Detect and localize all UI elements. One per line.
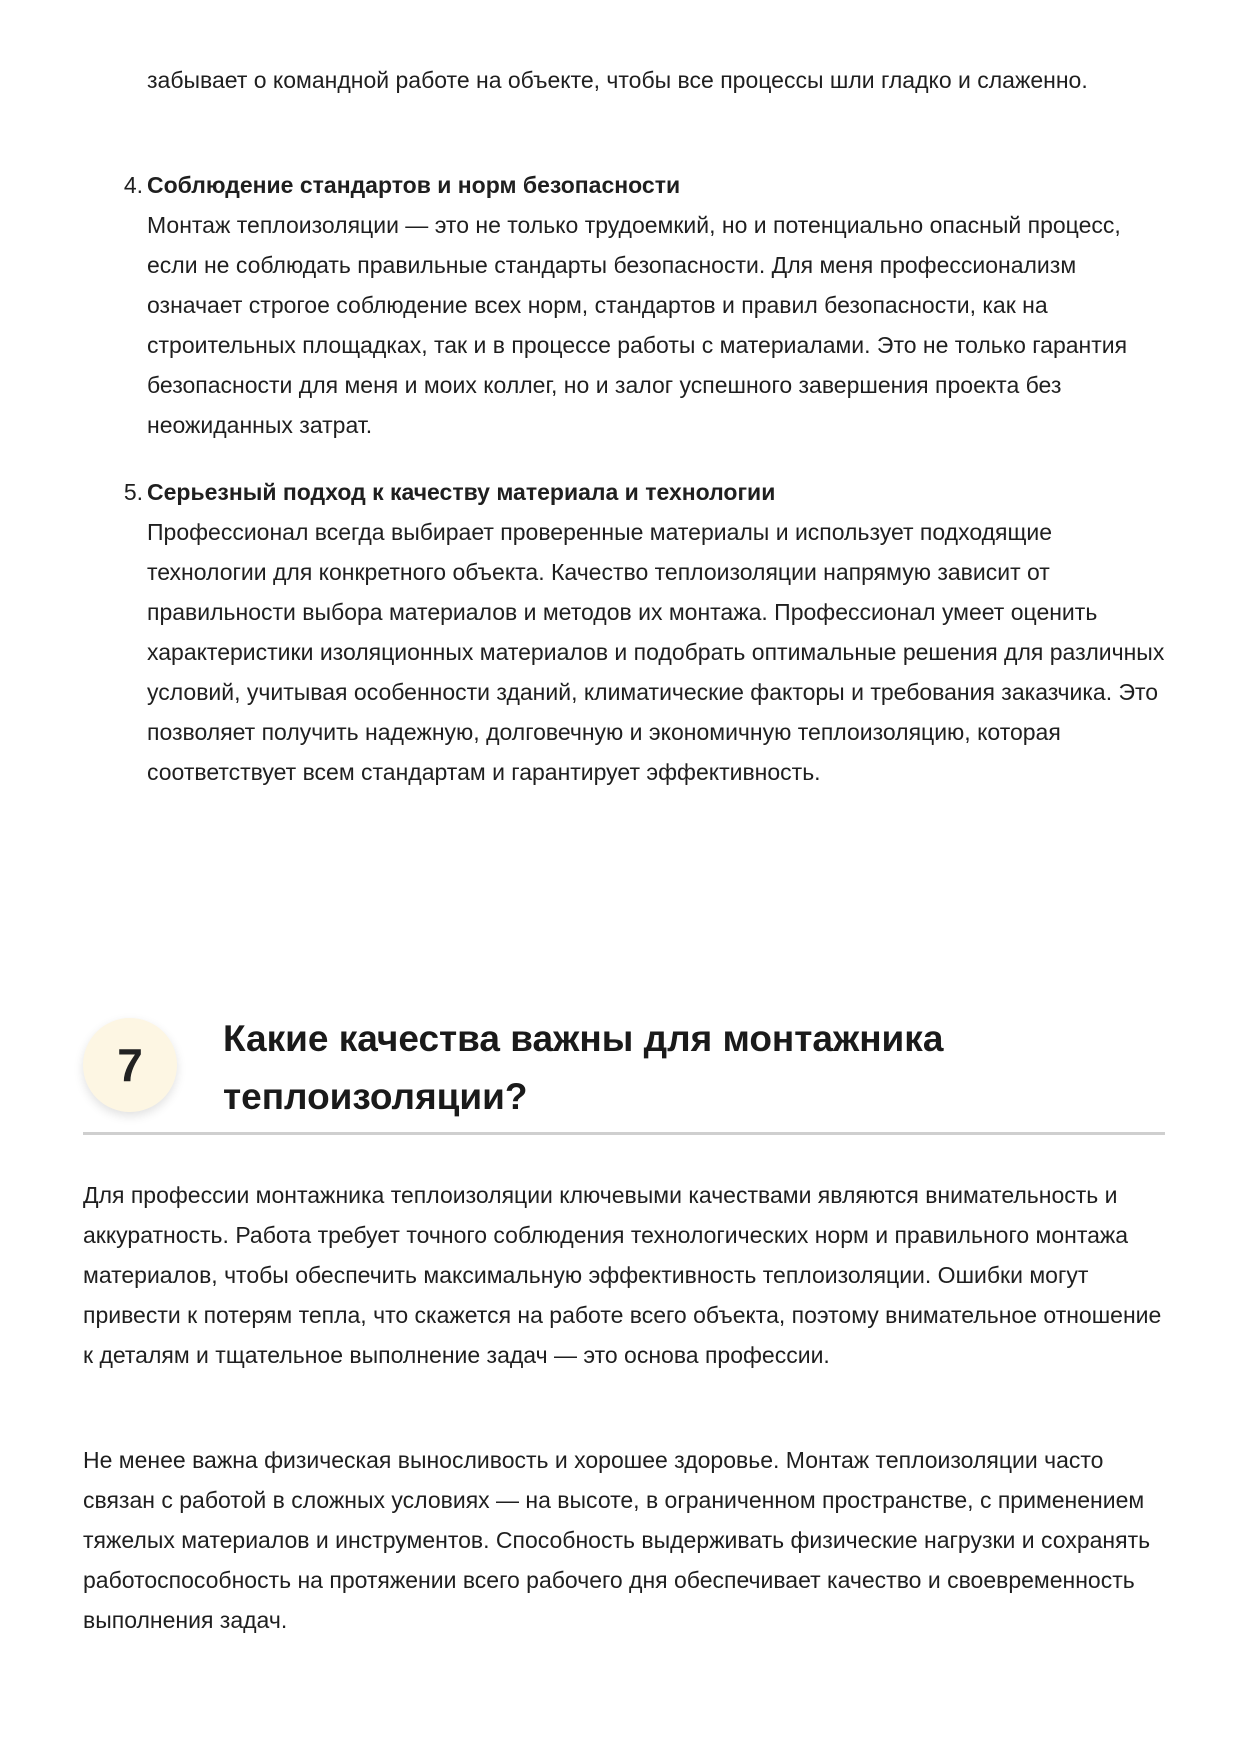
list-item-title: Соблюдение стандартов и норм безопасности	[147, 172, 681, 198]
section-heading: Какие качества важны для монтажника теплоизоляции?	[223, 1018, 944, 1117]
body-paragraph: Не менее важна физическая выносливость и хорошее здоровье. Монтаж теплоизоляции часто связан с работой в сложных условиях — на высоте, в ограниченном пространстве, с применением тяжелых материалов и инструментов. Способность выдерживать физические нагрузки и сохранять работоспособность на протяжении всего рабочего дня обеспечивает качество и своевременность выполнения задач.	[83, 1447, 1151, 1633]
intro-continuation: забывает о командной работе на объекте, чтобы все процессы шли гладко и слаженно.	[147, 67, 1088, 93]
list-item-body: Монтаж теплоизоляции — это не только трудоемкий, но и потенциально опасный процесс, если не соблюдать правильные стандарты безопасности. Для меня профессионализм означает строгое соблюдение всех норм, стандартов и правил безопасности, как на строительных площадках, так и в процессе работы с материалами. Это не только гарантия безопасности для меня и моих коллег, но и залог успешного завершения проекта без неожиданных затрат.	[147, 212, 1128, 438]
list-item-number: 5.	[123, 479, 143, 505]
section-header	[83, 1010, 1165, 1140]
body-paragraph: Для профессии монтажника теплоизоляции ключевыми качествами являются внимательность и аккуратность. Работа требует точного соблюдения технологических норм и правильного монтажа материалов, чтобы обеспечить максимальную эффективность теплоизоляции. Ошибки могут привести к потерям тепла, что скажется на работе всего объекта, поэтому внимательное отношение к деталям и тщательное выполнение задач — это основа профессии.	[83, 1182, 1162, 1368]
section-divider	[83, 1132, 1165, 1135]
list-item-number: 4.	[123, 172, 143, 198]
list-item	[123, 472, 1177, 792]
list-item-body: Профессионал всегда выбирает проверенные материалы и использует подходящие технологии для конкретного объекта. Качество теплоизоляции напрямую зависит от правильности выбора материалов и методов их монтажа. Профессионал умеет оценить характеристики изоляционных материалов и подобрать оптимальные решения для различных условий, учитывая особенности зданий, климатические факторы и требования заказчика. Это позволяет получить надежную, долговечную и экономичную теплоизоляцию, которая соответствует всем стандартам и гарантирует эффективность.	[147, 519, 1165, 785]
list-item-title: Серьезный подход к качеству материала и технологии	[147, 479, 776, 505]
list-item	[123, 165, 1177, 445]
section-number-badge: 7	[83, 1018, 177, 1112]
